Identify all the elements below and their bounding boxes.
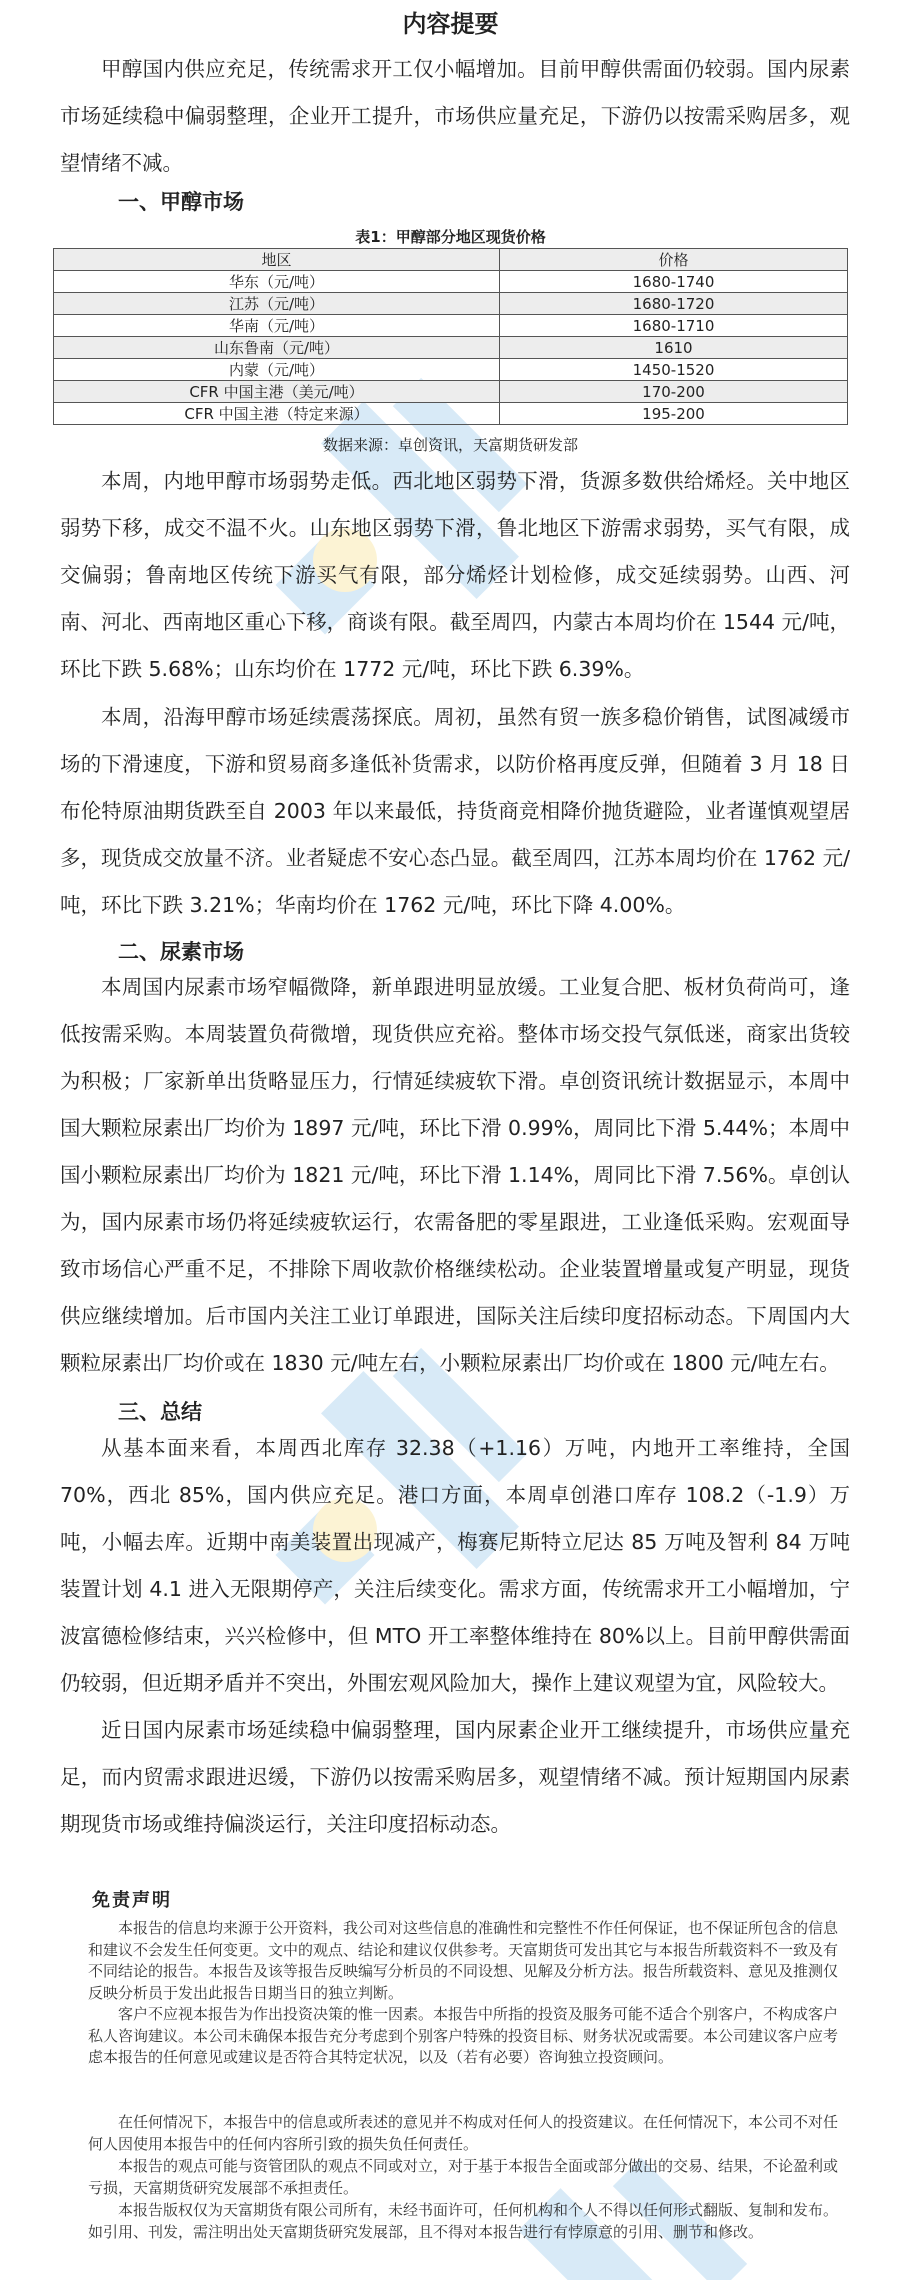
urea-paragraph: 本周国内尿素市场窄幅微降，新单跟进明显放缓。工业复合肥、板材负荷尚可，逢低按需采购。本周装置负荷微增，现货供应充裕。整体市场交投气氛低迷，商家出货较为积极；厂家新单出货略显压力，行情延续疲软下滑。卓创资讯统计数据显示，本周中国大颗粒尿素出厂均价为 1897 元/吨，环比下滑 0.99%，周同比下滑 5.44%；本周中国小颗粒尿素出厂均价为 1821 元/吨，环比下滑 1.14%，周同比下滑 7.56%。卓创认为，国内尿素市场仍将延续疲软运行，农需备肥的零星跟进，工业逢低采购。宏观面导致市场信心严重不足，不排除下周收款价格继续松动。企业装置增量或复产明显，现货供应继续增加。后市国内关注工业订单跟进，国际关注后续印度招标动态。下周国内大颗粒尿素出厂均价或在 1830 元/吨左右，小颗粒尿素出厂均价或在 1800 元/吨左右。 — [60, 975, 850, 1375]
disclaimer-paragraph: 本报告版权仅为天富期货有限公司所有，未经书面许可，任何机构和个人不得以任何形式翻版、复制和发布。如引用、刊发，需注明出处天富期货研究发展部，且不得对本报告进行有悖原意的引用、删节和修改。 — [88, 2201, 839, 2241]
table-header-row — [54, 249, 848, 271]
cell-region: CFR 中国主港（特定来源） — [54, 403, 500, 425]
cell-price: 1680-1710 — [500, 315, 848, 337]
disclaimer-paragraph: 在任何情况下，本报告中的信息或所表述的意见并不构成对任何人的投资建议。在任何情况下，本公司不对任何人因使用本报告中的任何内容所引致的损失负任何责任。 — [88, 2113, 839, 2153]
disclaimer-paragraph: 本报告的观点可能与资管团队的观点不同或对立，对于基于本报告全面或部分做出的交易、结果，不论盈利或亏损，天富期货研究发展部不承担责任。 — [88, 2157, 839, 2197]
header-price: 价格 — [500, 249, 848, 271]
cell-price: 195-200 — [500, 403, 848, 425]
methanol-coastal-paragraph: 本周，沿海甲醇市场延续震荡探底。周初，虽然有贸一族多稳价销售，试图减缓市场的下滑速度，下游和贸易商多逢低补货需求，以防价格再度反弹，但随着 3 月 18 日布伦特原油期货跌至自 2003 年以来最低，持货商竞相降价抛货避险，业者谨慎观望居多，现货成交放量不济。业者疑虑不安心态凸显。截至周四，江苏本周均价在 1762 元/吨，环比下跌 3.21%；华南均价在 1762 元/吨，环比下降 4.00%。 — [60, 705, 850, 917]
table-row — [54, 381, 848, 403]
table-row — [54, 337, 848, 359]
section-heading-urea: 二、尿素市场 — [118, 940, 244, 964]
cell-region: 内蒙（元/吨） — [54, 359, 500, 381]
cell-price: 1680-1740 — [500, 271, 848, 293]
section-heading-summary: 三、总结 — [118, 1400, 202, 1424]
summary-fundamentals-paragraph: 从基本面来看，本周西北库存 32.38（+1.16）万吨，内地开工率维持，全国 70%，西北 85%，国内供应充足。港口方面，本周卓创港口库存 108.2（-1.9）万吨，小幅去库。近期中南美装置出现减产，梅赛尼斯特立尼达 85 万吨及智利 84 万吨装置计划 4.1 进入无限期停产，关注后续变化。需求方面，传统需求开工小幅增加，宁波富德检修结束，兴兴检修中，但 MTO 开工率整体维持在 80%以上。目前甲醇供需面仍较弱，但近期矛盾并不突出，外围宏观风险加大，操作上建议观望为宜，风险较大。 — [60, 1436, 850, 1695]
cell-price: 1450-1520 — [500, 359, 848, 381]
disclaimer-paragraph: 客户不应视本报告为作出投资决策的惟一因素。本报告中所指的投资及服务可能不适合个别客户，不构成客户私人咨询建议。本公司未确保本报告充分考虑到个别客户特殊的投资目标、财务状况或需要。本公司建议客户应考虑本报告的任何意见或建议是否符合其特定状况，以及（若有必要）咨询独立投资顾问。 — [88, 2005, 839, 2066]
table-row — [54, 315, 848, 337]
header-region: 地区 — [54, 249, 500, 271]
cell-region: 山东鲁南（元/吨） — [54, 337, 500, 359]
price-table — [53, 248, 848, 425]
disclaimer-paragraph: 本报告的信息均来源于公开资料，我公司对这些信息的准确性和完整性不作任何保证，也不保证所包含的信息和建议不会发生任何变更。文中的观点、结论和建议仅供参考。天富期货可发出其它与本报告所载资料不一致及有不同结论的报告。本报告及该等报告反映编写分析员的不同设想、见解及分析方法。报告所载资料、意见及推测仅反映分析员于发出此报告日期当日的独立判断。 — [88, 1919, 839, 2002]
cell-region: 江苏（元/吨） — [54, 293, 500, 315]
summary-paragraph: 甲醇国内供应充足，传统需求开工仅小幅增加。目前甲醇供需面仍较弱。国内尿素市场延续稳中偏弱整理，企业开工提升，市场供应量充足，下游仍以按需采购居多，观望情绪不减。 — [60, 57, 850, 175]
summary-urea-paragraph: 近日国内尿素市场延续稳中偏弱整理，国内尿素企业开工继续提升，市场供应量充足，而内贸需求跟进迟缓，下游仍以按需采购居多，观望情绪不减。预计短期国内尿素期现货市场或维持偏淡运行，关注印度招标动态。 — [60, 1718, 850, 1836]
section-heading-methanol: 一、甲醇市场 — [118, 190, 244, 214]
table-row — [54, 293, 848, 315]
table-row — [54, 359, 848, 381]
disclaimer-heading: 免责声明 — [92, 1890, 172, 1911]
cell-region: 华东（元/吨） — [54, 271, 500, 293]
methanol-inland-paragraph: 本周，内地甲醇市场弱势走低。西北地区弱势下滑，货源多数供给烯烃。关中地区弱势下移，成交不温不火。山东地区弱势下滑，鲁北地区下游需求弱势，买气有限，成交偏弱；鲁南地区传统下游买气有限，部分烯烃计划检修，成交延续弱势。山西、河南、河北、西南地区重心下移，商谈有限。截至周四，内蒙古本周均价在 1544 元/吨，环比下跌 5.68%；山东均价在 1772 元/吨，环比下跌 6.39%。 — [60, 469, 850, 681]
cell-region: CFR 中国主港（美元/吨） — [54, 381, 500, 403]
cell-price: 1680-1720 — [500, 293, 848, 315]
page-title: 内容提要 — [402, 10, 499, 38]
table-row — [54, 403, 848, 425]
cell-price: 170-200 — [500, 381, 848, 403]
table-caption: 表1：甲醇部分地区现货价格 — [355, 228, 546, 246]
table-source: 数据来源：卓创资讯，天富期货研发部 — [322, 436, 578, 454]
cell-region: 华南（元/吨） — [54, 315, 500, 337]
cell-price: 1610 — [500, 337, 848, 359]
table-row — [54, 271, 848, 293]
